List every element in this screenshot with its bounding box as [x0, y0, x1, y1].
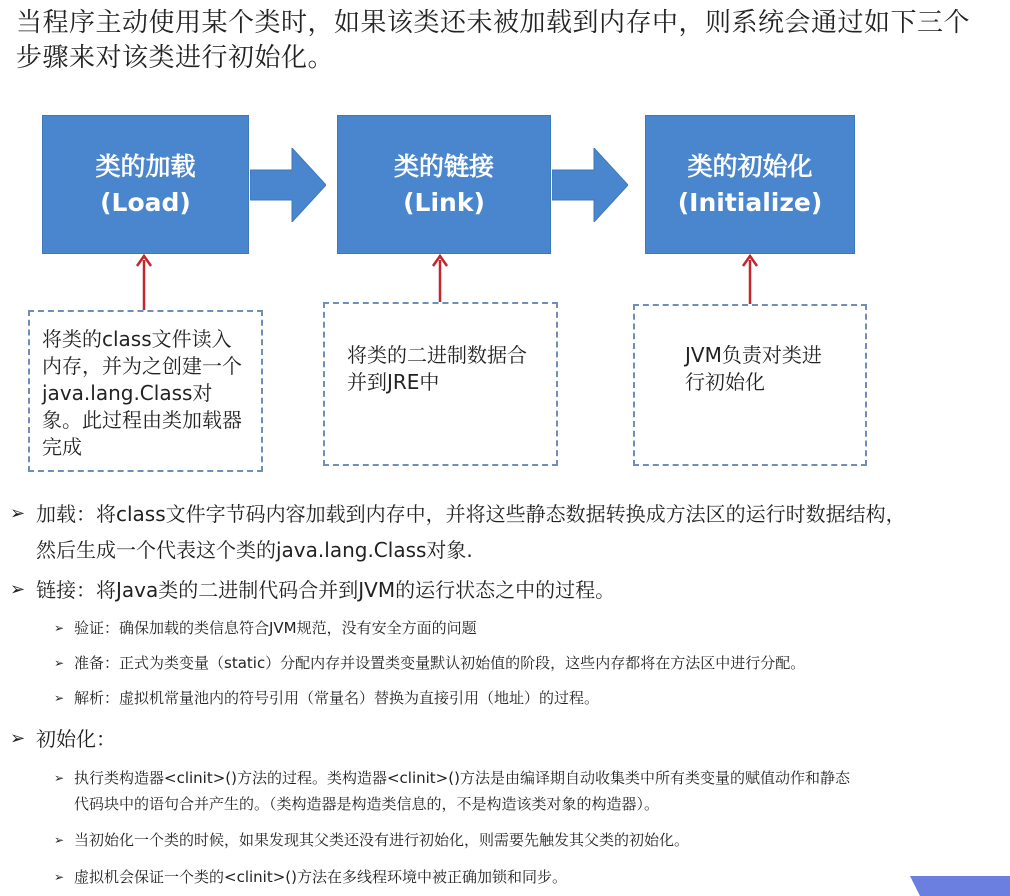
- sub-bullet-parent: [54, 827, 994, 853]
- right-arrow-icon: [552, 148, 628, 222]
- sub-bullet-prepare: [54, 650, 994, 676]
- sub-bullet-clinit-cont: [74, 791, 994, 817]
- stage-link-english: (Link): [403, 187, 485, 217]
- bullet-init-text: 初始化：: [36, 727, 116, 751]
- stage-init-box: [645, 115, 855, 254]
- stage-load-english: (Load): [100, 187, 191, 217]
- note-link: [323, 302, 558, 466]
- bullet-load-line1: 加载：将class文件字节码内容加载到内存中，并将这些静态数据转换成方法区的运行时数据结构，: [36, 502, 906, 526]
- bullet-init: [10, 722, 1000, 756]
- corner-decoration: [910, 876, 1010, 896]
- sub-bullet-resolve-text: 解析：虚拟机常量池内的符号引用（常量名）替换为直接引用（地址）的过程。: [74, 689, 600, 707]
- stage-init-english: (Initialize): [677, 187, 823, 217]
- bullet-arrow-icon: ➢: [54, 621, 65, 635]
- stage-load-label: 类的加载: [95, 151, 196, 181]
- intro-text: 当程序主动使用某个类时，如果该类还未被加载到内存中，则系统会通过如下三个步骤来对该类进行初始化。: [16, 8, 971, 73]
- up-arrow-icon: [134, 252, 154, 312]
- bullet-arrow-icon: ➢: [54, 771, 65, 785]
- sub-bullet-parent-text: 当初始化一个类的时候，如果发现其父类还没有进行初始化，则需要先触发其父类的初始化。: [74, 831, 690, 849]
- bullet-arrow-icon: ➢: [54, 870, 65, 884]
- note-init: [633, 304, 867, 466]
- sub-bullet-sync: [54, 864, 954, 890]
- note-load: [28, 310, 263, 472]
- sub-bullet-clinit-line2: 代码块中的语句合并产生的。（类构造器是构造类信息的，不是构造该类对象的构造器）。: [74, 795, 660, 813]
- sub-bullet-verify: [54, 615, 994, 641]
- note-load-text: 将类的class文件读入内存，并为之创建一个java.lang.Class对象。此过程由类加载器完成: [42, 327, 242, 459]
- bullet-link-text: 链接：将Java类的二进制代码合并到JVM的运行状态之中的过程。: [36, 578, 616, 602]
- bullet-arrow-icon: ➢: [10, 579, 26, 600]
- up-arrow-icon: [740, 252, 760, 312]
- bullet-link: [10, 573, 1000, 607]
- bullet-arrow-icon: ➢: [10, 728, 26, 749]
- sub-bullet-sync-text: 虚拟机会保证一个类的<clinit>()方法在多线程环境中被正确加锁和同步。: [74, 868, 567, 886]
- sub-bullet-clinit: [54, 765, 994, 791]
- sub-bullet-prepare-text: 准备：正式为类变量（static）分配内存并设置类变量默认初始值的阶段，这些内存都将在方法区中进行分配。: [74, 654, 806, 672]
- stage-load-box: [42, 115, 249, 254]
- bullet-arrow-icon: ➢: [54, 691, 65, 705]
- sub-bullet-verify-text: 验证：确保加载的类信息符合JVM规范，没有安全方面的问题: [74, 619, 477, 637]
- sub-bullet-resolve: [54, 685, 994, 711]
- stage-link-box: [337, 115, 551, 254]
- bullet-arrow-icon: ➢: [54, 656, 65, 670]
- bullet-load-line2: 然后生成一个代表这个类的java.lang.Class对象.: [36, 538, 473, 562]
- note-init-text: JVM负责对类进行初始化: [685, 343, 822, 394]
- note-link-text: 将类的二进制数据合并到JRE中: [347, 343, 527, 394]
- sub-bullet-clinit-line1: 执行类构造器<clinit>()方法的过程。类构造器<clinit>()方法是由编译期自动收集类中所有类变量的赋值动作和静态: [74, 769, 850, 787]
- stage-link-label: 类的链接: [393, 151, 494, 181]
- bullet-arrow-icon: ➢: [54, 833, 65, 847]
- bullet-arrow-icon: ➢: [10, 503, 26, 524]
- bullet-load: [10, 497, 1000, 531]
- bullet-load-cont: [36, 533, 996, 567]
- right-arrow-icon: [250, 148, 326, 222]
- stage-init-label: 类的初始化: [687, 151, 813, 181]
